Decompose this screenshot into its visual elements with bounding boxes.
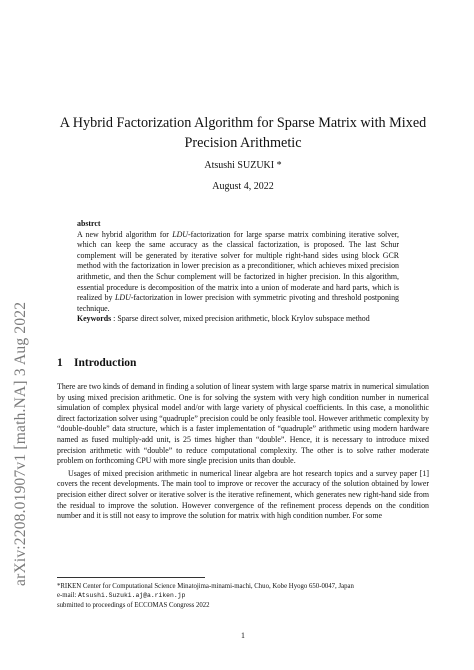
paper-title: A Hybrid Factorization Algorithm for Sparse Matrix with Mixed Precision Arithmetic	[59, 115, 427, 151]
abstract-text: A new hybrid algorithm for LDU-factorization for large sparse matrix combining iterative solver, which can keep the same accuracy as the classical factorization, is proposed. The last Schur complement will be generated by iterative solver for multiple right-hand sides using block GCR method with the factorization in lower precision as a preconditioner, which achieves mixed precision arithmetic, and then the Schur complement will be factorized in higher precision. In this algorithm, essential procedure is decomposition of the matrix into a union of moderate and hard parts, which is realized by LDU-factorization in lower precision with symmetric pivoting and threshold postponing technique.	[77, 229, 399, 313]
footnote-email-line	[57, 591, 429, 600]
footnote-email-label: e-mail:	[57, 592, 78, 600]
body-paragraph: Usages of mixed precision arithmetic in numerical linear algebra are hot research topics and a survey paper [1] covers the recent developments. The main tool to improve or recover the accuracy of the solution obtained by lower precision either direct solver or iterative solver is the iterative refinement, which generates new right-hand side from the residual to improve the solution. However convergence of the refinement process depends on the condition number and it is still not easy to improve the solution for matrix with high condition number. For some	[57, 468, 429, 521]
paper-author: Atsushi SUZUKI *	[204, 160, 282, 171]
arxiv-identifier-stamp: arXiv:2208.01907v1 [math.NA] 3 Aug 2022	[12, 301, 29, 586]
section-heading	[57, 357, 429, 369]
footnote-email[interactable]: Atsushi.Suzuki.aj@a.riken.jp	[77, 592, 186, 600]
keywords-line	[77, 314, 399, 325]
footnote-divider	[57, 577, 205, 578]
footnote-submission: submitted to proceedings of ECCOMAS Congress 2022	[57, 601, 210, 609]
keywords-label: Keywords	[77, 314, 112, 324]
footnote-affiliation: *RIKEN Center for Computational Science Minatojima-minami-machi, Chuo, Kobe Hyogo 650-0047, Japan	[57, 583, 354, 590]
page-number: 1	[241, 631, 245, 640]
keywords-text: : Sparse direct solver, mixed precision arithmetic, block Krylov subspace method	[111, 314, 370, 324]
abstract-block	[77, 219, 399, 325]
body-paragraph: There are two kinds of demand in finding a solution of linear system with large sparse matrix in numerical simulation by using mixed precision arithmetic. One is for solving the system with very high condition number in numerical simulation of complex physical model and/or with large variety of physical coefficients. In this case, a monolithic direct factorization solver using “quadruple” precision could be only feasible tool. However arithmetic complexity by “double-double” data structure, which is a faster implementation of “quadruple” arithmetic using modern hardware named as fused multiply-add unit, is 25 times higher than “double”. Hence, it is necessary to introduce mixed precision arithmetic with “double” to reduce computational complexity. The other is to solve rather moderate problem on forthcoming CPU with more single precision units than double.	[57, 382, 429, 466]
section-number: 1	[57, 357, 63, 369]
paper-date: August 4, 2022	[212, 181, 274, 192]
section-body	[57, 382, 429, 522]
footnote-block	[57, 582, 429, 610]
abstract-heading: abstrct	[77, 219, 101, 228]
section-title: Introduction	[74, 357, 137, 369]
